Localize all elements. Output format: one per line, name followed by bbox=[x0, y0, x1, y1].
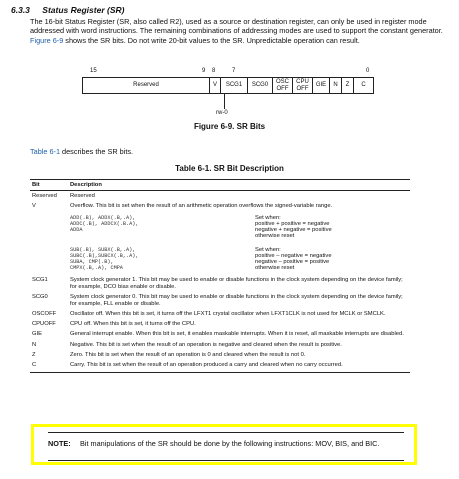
add-instr-line: ADDA bbox=[70, 227, 83, 233]
note-bottom-rule bbox=[48, 460, 404, 461]
field-scg1: SCG1 bbox=[221, 78, 248, 93]
sr-register-box bbox=[82, 77, 374, 94]
row-bit: N bbox=[32, 342, 37, 348]
sub-instr-line: CMPX(.B,.A), CMPA bbox=[70, 265, 123, 271]
intro-text-2: shows the SR bits. Do not write 20-bit values to the SR. Unpredictable operation can result. bbox=[63, 35, 360, 45]
row-desc: Overflow. This bit is set when the result of an arithmetic operation overflows the signed-variable range. bbox=[70, 203, 333, 209]
sub-instruction-block bbox=[30, 247, 410, 271]
header-bit: Bit bbox=[32, 182, 40, 188]
add-cond-line: positive + positive = negative bbox=[255, 221, 330, 227]
table-header-row bbox=[30, 179, 410, 191]
field-n: N bbox=[330, 78, 342, 93]
add-instruction-block bbox=[30, 215, 410, 239]
row-bit: Z bbox=[32, 352, 36, 358]
row-bit: CPUOFF bbox=[32, 321, 56, 327]
table-reference-line bbox=[30, 147, 133, 156]
sub-instr-line: SUBC(.B),SUBCX(.B,.A), bbox=[70, 253, 139, 259]
table-reference-text: describes the SR bits. bbox=[60, 147, 134, 156]
field-reserved: Reserved bbox=[83, 78, 210, 93]
access-type-label: rw-0 bbox=[216, 110, 228, 116]
bit-number-15: 15 bbox=[90, 68, 97, 74]
field-scg0: SCG0 bbox=[248, 78, 273, 93]
row-desc: Negative. This bit is set when the result of an operation is negative and cleared when the result is positive. bbox=[70, 342, 342, 348]
row-bit: C bbox=[32, 362, 37, 368]
note-top-rule bbox=[48, 432, 404, 433]
add-instructions bbox=[70, 215, 210, 239]
sub-instructions bbox=[70, 247, 210, 271]
figure-caption: Figure 6-9. SR Bits bbox=[193, 122, 266, 131]
bit-number-8: 8 bbox=[212, 68, 216, 74]
intro-paragraph bbox=[30, 17, 448, 45]
add-cond-line: otherwise reset bbox=[255, 233, 295, 239]
row-desc: System clock generator 0. This bit may be used to enable or disable functions in the clock system depending on the device family; for example, FLL enable or disable. bbox=[70, 294, 403, 307]
table-row bbox=[30, 362, 410, 373]
access-leader-line bbox=[224, 94, 225, 109]
row-desc: Carry. This bit is set when the result of an operation produced a carry and cleared when no carry occurred. bbox=[70, 362, 343, 368]
row-desc: Reserved bbox=[70, 193, 95, 199]
note-text: Bit manipulations of the SR should be done by the following instructions: MOV, BIS, and BIC. bbox=[80, 439, 380, 448]
header-description: Description bbox=[70, 182, 102, 188]
table-row bbox=[30, 294, 410, 308]
row-desc: Zero. This bit is set when the result of an operation is 0 and cleared when the result is not 0. bbox=[70, 352, 306, 358]
bit-number-0: 0 bbox=[366, 68, 370, 74]
figure-6-9-link[interactable]: Figure 6-9 bbox=[30, 35, 64, 45]
sub-instr-line: SUB(.B), SUBX(.B,.A), bbox=[70, 247, 136, 253]
table-row bbox=[30, 193, 410, 200]
add-instr-line: ADD(.B), ADDX(.B,.A), bbox=[70, 215, 136, 221]
add-conditions bbox=[255, 215, 395, 239]
sub-conditions bbox=[255, 247, 395, 271]
row-bit: Reserved bbox=[32, 193, 57, 199]
table-row bbox=[30, 311, 410, 318]
sub-cond-line: positive – negative = negative bbox=[255, 253, 332, 259]
row-bit: SCG1 bbox=[32, 277, 48, 283]
note-box bbox=[31, 424, 417, 465]
table-row bbox=[30, 203, 410, 210]
table-row bbox=[30, 321, 410, 328]
row-bit: V bbox=[32, 203, 36, 209]
add-cond-line: Set when: bbox=[255, 215, 281, 221]
bit-number-9: 9 bbox=[202, 68, 206, 74]
field-v: V bbox=[210, 78, 221, 93]
row-bit: SCG0 bbox=[32, 294, 48, 300]
row-desc: Oscillator off. When this bit is set, it turns off the LFXT1 crystal oscillator when LFXT1CLK is not used for MCLK or SMCLK. bbox=[70, 311, 386, 317]
section-number: 6.3.3 bbox=[11, 5, 30, 15]
row-desc: System clock generator 1. This bit may be used to enable or disable functions in the clock system depending on the device family; for example, DCO bias enable or disable. bbox=[70, 277, 403, 290]
field-c: C bbox=[361, 82, 366, 89]
table-row bbox=[30, 352, 410, 359]
row-desc: General interrupt enable. When this bit is set, it enables maskable interrupts. When it is reset, all maskable interrupts are disabled. bbox=[70, 331, 404, 337]
section-title: Status Register (SR) bbox=[42, 5, 125, 15]
sub-cond-line: Set when: bbox=[255, 247, 281, 253]
intro-text-1: The 16-bit Status Register (SR, also called R2), used as a source or destination register, can only be used in register mode addressed with word instructions. The remaining combinations of addressing modes are used to support the constant generator. bbox=[30, 17, 443, 36]
field-oscoff: OSC OFF bbox=[273, 78, 293, 93]
bit-number-7: 7 bbox=[232, 68, 236, 74]
sub-cond-line: negative – positive = positive bbox=[255, 259, 330, 265]
note-label: NOTE: bbox=[48, 439, 71, 448]
table-caption: Table 6-1. SR Bit Description bbox=[175, 164, 284, 173]
table-row bbox=[30, 277, 410, 291]
field-z: Z bbox=[342, 78, 354, 93]
row-desc: CPU off. When this bit is set, it turns off the CPU. bbox=[70, 321, 196, 327]
row-bit: GIE bbox=[32, 331, 42, 337]
sr-bit-table bbox=[30, 179, 410, 373]
add-instr-line: ADDC(.B), ADDCX(.B.A), bbox=[70, 221, 139, 227]
field-gie: GIE bbox=[313, 78, 330, 93]
table-row bbox=[30, 342, 410, 349]
sub-cond-line: otherwise reset bbox=[255, 265, 295, 271]
table-row bbox=[30, 331, 410, 338]
add-cond-line: negative + negative = positive bbox=[255, 227, 332, 233]
sub-instr-line: SUBA, CMP(.B), bbox=[70, 259, 114, 265]
table-6-1-link[interactable]: Table 6-1 bbox=[30, 147, 61, 156]
field-cpuoff: CPU OFF bbox=[293, 78, 313, 93]
row-bit: OSCOFF bbox=[32, 311, 57, 317]
section-heading bbox=[11, 5, 124, 15]
